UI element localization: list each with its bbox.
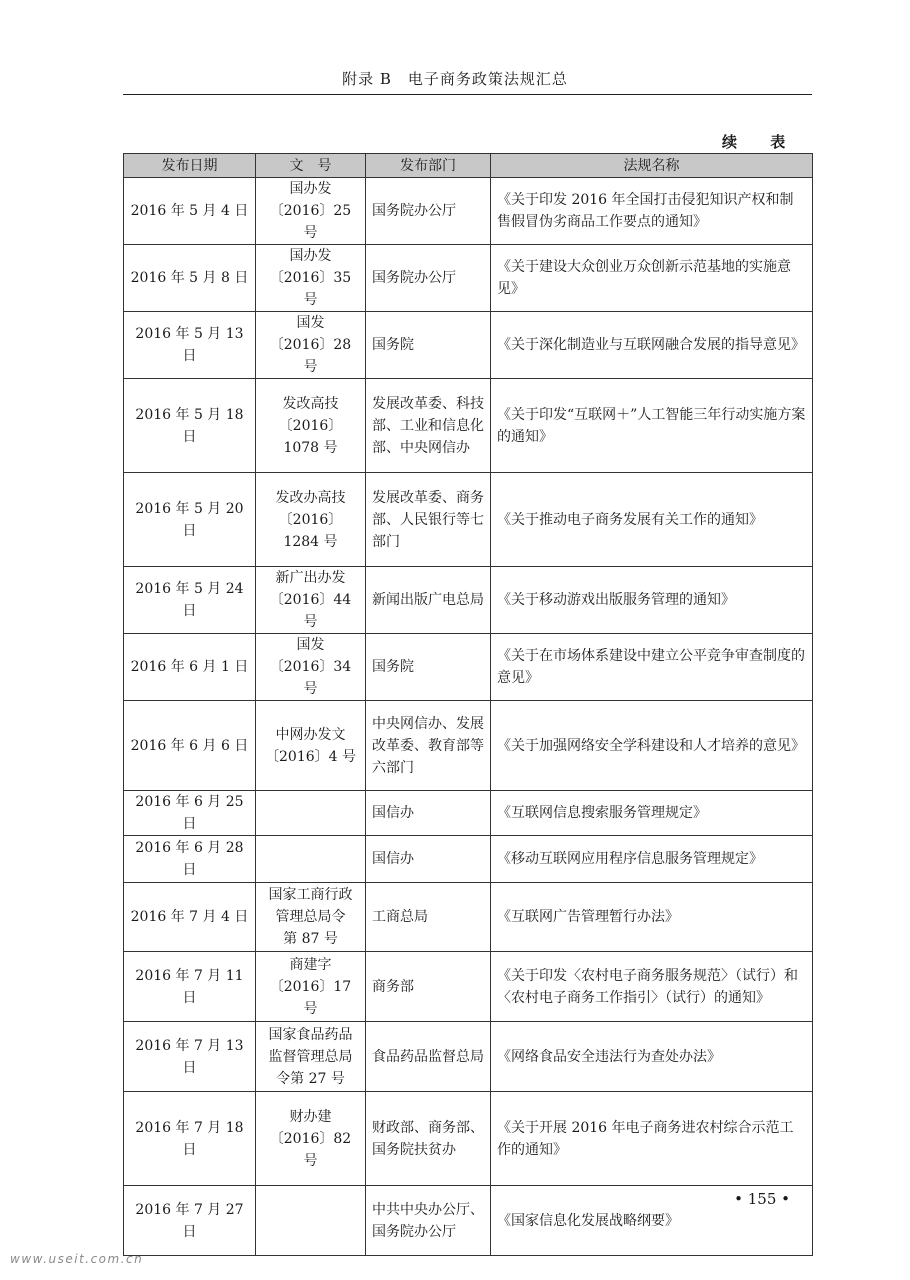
cell-date: 2016 年 5 月 4 日 [124,178,256,245]
cell-regulation-name: 《关于建设大众创业万众创新示范基地的实施意见》 [491,245,813,312]
header-rule [123,94,812,95]
table-row [124,883,813,952]
cell-date: 2016 年 6 月 1 日 [124,634,256,701]
table-row [124,1092,813,1186]
table-row [124,178,813,245]
cell-department: 国信办 [366,791,491,836]
table-header-row [124,154,813,178]
table-row [124,473,813,567]
table-row [124,312,813,379]
cell-doc-number: 商建字 〔2016〕17 号 [256,952,366,1022]
cell-doc-number [256,791,366,836]
table-row [124,379,813,473]
cell-regulation-name: 《关于加强网络安全学科建设和人才培养的意见》 [491,701,813,791]
column-header-date: 发布日期 [124,154,256,178]
cell-date: 2016 年 7 月 11 日 [124,952,256,1022]
cell-regulation-name: 《国家信息化发展战略纲要》 [491,1186,813,1256]
cell-department: 财政部、商务部、国务院扶贫办 [366,1092,491,1186]
cell-date: 2016 年 5 月 20 日 [124,473,256,567]
cell-doc-number: 中网办发文 〔2016〕4 号 [256,701,366,791]
cell-department: 中央网信办、发展改革委、教育部等六部门 [366,701,491,791]
table-row [124,701,813,791]
cell-department: 国务院办公厅 [366,178,491,245]
cell-date: 2016 年 6 月 25 日 [124,791,256,836]
cell-regulation-name: 《关于深化制造业与互联网融合发展的指导意见》 [491,312,813,379]
cell-doc-number: 国办发 〔2016〕35 号 [256,245,366,312]
cell-doc-number: 国发 〔2016〕34 号 [256,634,366,701]
cell-doc-number: 国办发 〔2016〕25 号 [256,178,366,245]
cell-department: 国信办 [366,836,491,883]
table-row [124,245,813,312]
cell-doc-number: 新广出办发 〔2016〕44 号 [256,567,366,634]
cell-doc-number: 发改办高技 〔2016〕1284 号 [256,473,366,567]
cell-department: 国务院办公厅 [366,245,491,312]
continued-label: 续 表 [722,133,800,151]
table-row [124,634,813,701]
cell-doc-number: 发改高技 〔2016〕1078 号 [256,379,366,473]
table-row [124,567,813,634]
cell-department: 商务部 [366,952,491,1022]
cell-date: 2016 年 5 月 18 日 [124,379,256,473]
cell-regulation-name: 《关于移动游戏出版服务管理的通知》 [491,567,813,634]
column-header-department: 发布部门 [366,154,491,178]
cell-department: 新闻出版广电总局 [366,567,491,634]
cell-date: 2016 年 7 月 13 日 [124,1022,256,1092]
regulations-table [123,153,813,1256]
cell-department: 国务院 [366,634,491,701]
cell-date: 2016 年 5 月 8 日 [124,245,256,312]
cell-date: 2016 年 7 月 18 日 [124,1092,256,1186]
cell-date: 2016 年 7 月 4 日 [124,883,256,952]
table-row [124,952,813,1022]
cell-regulation-name: 《关于在市场体系建设中建立公平竞争审查制度的意见》 [491,634,813,701]
cell-date: 2016 年 6 月 6 日 [124,701,256,791]
table-row [124,1022,813,1092]
cell-regulation-name: 《关于印发〈农村电子商务服务规范〉（试行）和〈农村电子商务工作指引〉（试行）的通知》 [491,952,813,1022]
cell-doc-number: 国家食品药品 监督管理总局 令第 27 号 [256,1022,366,1092]
column-header-doc-number: 文 号 [256,154,366,178]
cell-date: 2016 年 5 月 13 日 [124,312,256,379]
cell-regulation-name: 《网络食品安全违法行为查处办法》 [491,1022,813,1092]
cell-department: 工商总局 [366,883,491,952]
running-header: 附录 B 电子商务政策法规汇总 [342,70,568,88]
column-header-regulation-name: 法规名称 [491,154,813,178]
cell-doc-number: 国家工商行政 管理总局令 第 87 号 [256,883,366,952]
cell-regulation-name: 《关于印发 2016 年全国打击侵犯知识产权和制售假冒伪劣商品工作要点的通知》 [491,178,813,245]
cell-regulation-name: 《互联网广告管理暂行办法》 [491,883,813,952]
cell-regulation-name: 《关于印发“互联网＋”人工智能三年行动实施方案的通知》 [491,379,813,473]
cell-doc-number: 国发 〔2016〕28 号 [256,312,366,379]
cell-department: 发展改革委、科技部、工业和信息化部、中央网信办 [366,379,491,473]
cell-regulation-name: 《移动互联网应用程序信息服务管理规定》 [491,836,813,883]
table-row [124,791,813,836]
cell-doc-number [256,836,366,883]
cell-date: 2016 年 6 月 28 日 [124,836,256,883]
cell-regulation-name: 《关于推动电子商务发展有关工作的通知》 [491,473,813,567]
watermark: www.useit.com.cn [10,1252,144,1266]
table-row [124,836,813,883]
cell-date: 2016 年 7 月 27 日 [124,1186,256,1256]
cell-department: 国务院 [366,312,491,379]
cell-department: 发展改革委、商务部、人民银行等七部门 [366,473,491,567]
cell-regulation-name: 《互联网信息搜索服务管理规定》 [491,791,813,836]
cell-regulation-name: 《关于开展 2016 年电子商务进农村综合示范工作的通知》 [491,1092,813,1186]
page-number: • 155 • [734,1190,790,1208]
cell-doc-number: 财办建 〔2016〕82 号 [256,1092,366,1186]
cell-date: 2016 年 5 月 24 日 [124,567,256,634]
cell-department: 中共中央办公厅、国务院办公厅 [366,1186,491,1256]
cell-department: 食品药品监督总局 [366,1022,491,1092]
